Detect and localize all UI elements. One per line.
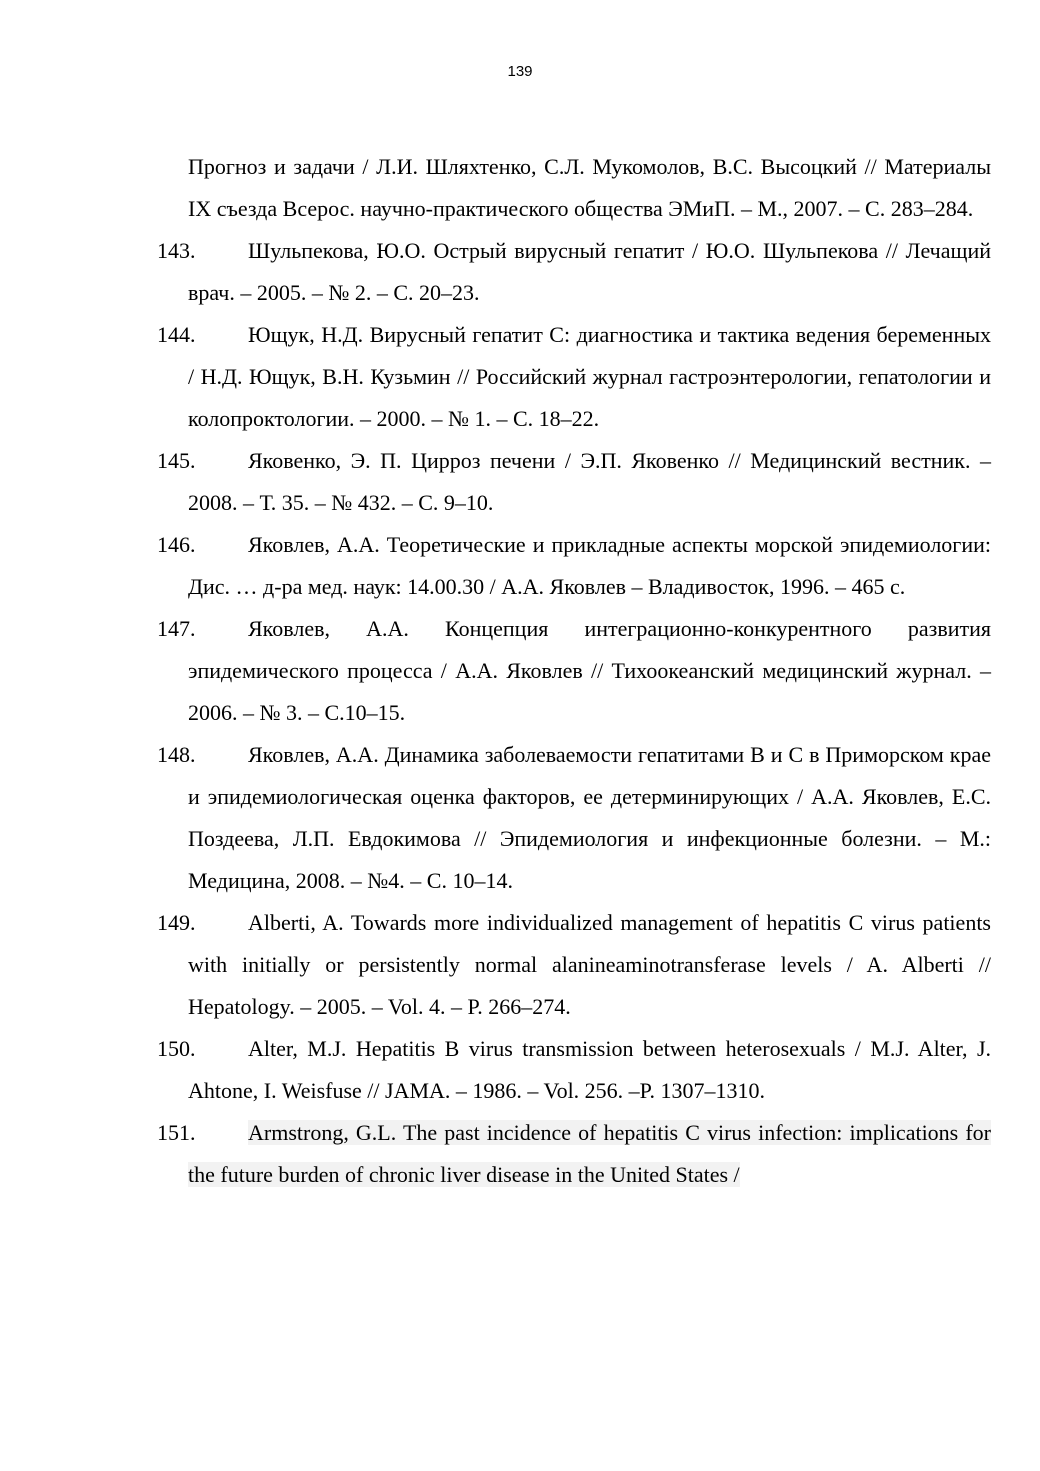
reference-item-149 [0,902,991,1028]
reference-item-144 [0,314,991,440]
reference-item-146 [0,524,991,608]
reference-number: 151. [157,1120,196,1145]
reference-continuation: Прогноз и задачи / Л.И. Шляхтенко, С.Л. Мукомолов, В.С. Высоцкий // Материалы IX съезда Всерос. научно-практического общества ЭМиП. – М., 2007. – С. 283–284. [188,154,991,221]
reference-list-content [0,146,1040,1196]
reference-item-148 [0,734,991,902]
reference-list [0,230,1040,1196]
reference-item-145 [0,440,991,524]
reference-number: 146. [157,532,196,557]
reference-text: Шульпекова, Ю.О. Острый вирусный гепатит / Ю.О. Шульпекова // Лечащий врач. – 2005. – № 2. – С. 20–23. [188,238,991,305]
reference-text: Яковлев, А.А. Концепция интеграционно-конкурентного развития эпидемического процесса / А.А. Яковлев // Тихоокеанский медицинский журнал. – 2006. – № 3. – С.10–15. [188,616,991,725]
reference-number: 143. [157,238,196,263]
reference-text: Яковенко, Э. П. Цирроз печени / Э.П. Яковенко // Медицинский вестник. – 2008. – Т. 35. – № 432. – С. 9–10. [188,448,991,515]
reference-text: Ющук, Н.Д. Вирусный гепатит С: диагностика и тактика ведения беременных / Н.Д. Ющук, В.Н. Кузьмин // Российский журнал гастроэнтерологии, гепатологии и колопроктологии. – 2000. – № 1. – С. 18–22. [188,322,991,431]
reference-text: Яковлев, А.А. Теоретические и прикладные аспекты морской эпидемиологии: Дис. … д-ра мед. наук: 14.00.30 / А.А. Яковлев – Владивосток, 1996. – 465 с. [188,532,991,599]
reference-number: 148. [157,742,196,767]
reference-number: 149. [157,910,196,935]
reference-text: Alberti, A. Towards more individualized management of hepatitis C virus patients with initially or persistently normal alanineaminotransferase levels / A. Alberti // Hepatology. – 2005. – Vol. 4. – P. 266–274. [188,910,991,1019]
reference-number: 145. [157,448,196,473]
reference-text: Armstrong, G.L. The past incidence of hepatitis C virus infection: implications for the future burden of chronic liver disease in the United States / [188,1120,991,1187]
reference-number: 144. [157,322,196,347]
reference-item-151 [0,1112,991,1196]
reference-number: 147. [157,616,196,641]
reference-number: 150. [157,1036,196,1061]
reference-item-147 [0,608,991,734]
reference-text: Яковлев, А.А. Динамика заболеваемости гепатитами В и С в Приморском крае и эпидемиологическая оценка факторов, ее детерминирующих / А.А. Яковлев, Е.С. Поздеева, Л.П. Евдокимова // Эпидемиология и инфекционные болезни. – М.: Медицина, 2008. – №4. – С. 10–14. [188,742,991,893]
reference-item-150 [0,1028,991,1112]
reference-item-143 [0,230,991,314]
page-number: 139 [507,63,533,80]
reference-text: Alter, M.J. Hepatitis B virus transmission between heterosexuals / M.J. Alter, J. Ahtone, I. Weisfuse // JAMA. – 1986. – Vol. 256. –P. 1307–1310. [188,1036,991,1103]
